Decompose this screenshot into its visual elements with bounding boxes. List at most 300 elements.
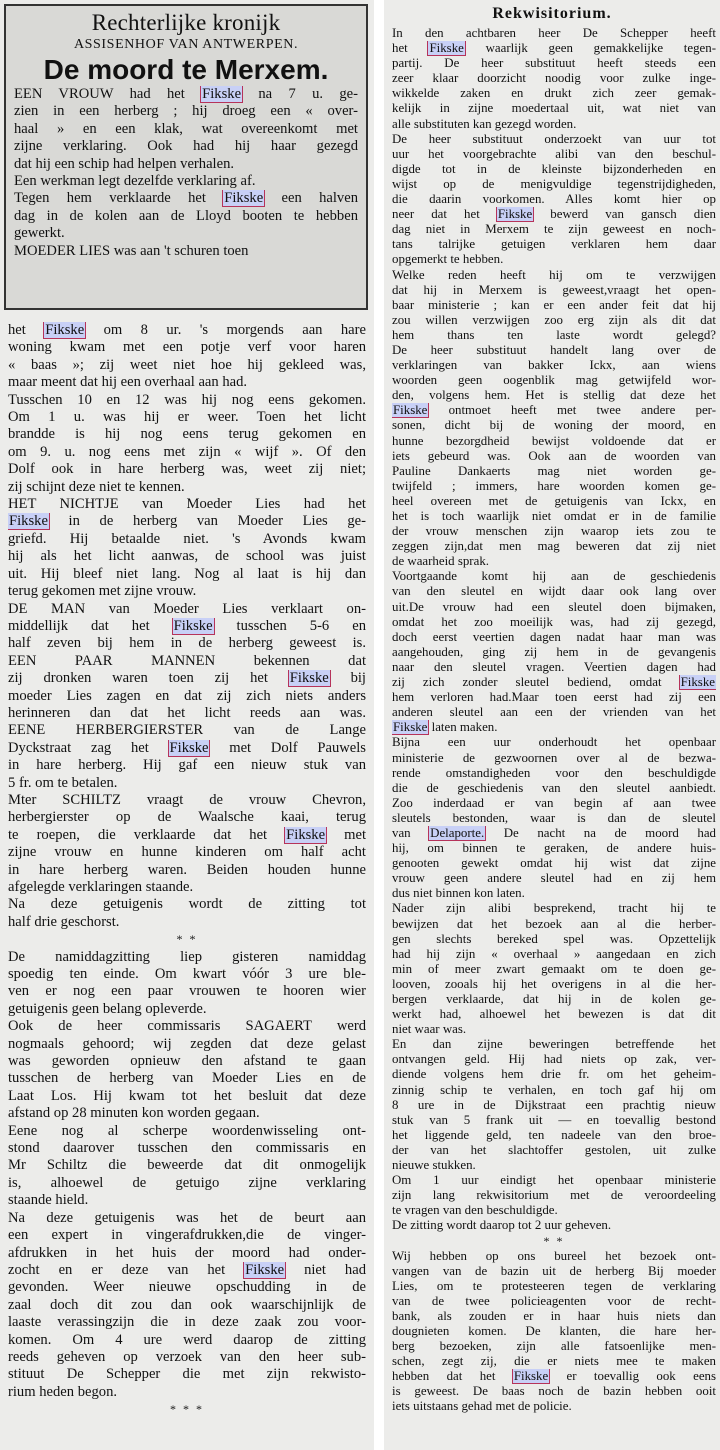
left-article-body — [8, 322, 366, 1417]
text-line — [392, 766, 716, 781]
text-segment: afstand op 28 minuten kon worden gegaan. — [8, 1105, 260, 1122]
text-segment: na 7 u. ge- — [242, 86, 358, 102]
text-segment: reeds geheven op verzoek van den heer sub- — [8, 1348, 366, 1365]
text-line — [8, 1018, 366, 1035]
text-line — [392, 41, 716, 56]
text-segment: om 9. u. nog eens met zijn « wijf ». Of den — [8, 443, 366, 460]
text-line — [392, 192, 716, 207]
text-segment: wikkelde zaken en drukt zich zeer gemak- — [392, 86, 716, 101]
text-line — [8, 757, 366, 774]
headline-box — [4, 4, 368, 310]
text-segment: in hare herberg waren. Beiden houden hunne — [8, 861, 366, 878]
text-segment: zij zich zonder sleutel bediend, omdat — [392, 675, 680, 690]
text-segment: van — [392, 825, 430, 840]
text-line — [392, 554, 716, 569]
section-title: Rechterlijke kronijk — [91, 10, 281, 35]
text-segment: der van het slachtoffer gestolen, uit zulke — [392, 1142, 716, 1157]
text-line — [8, 1297, 366, 1314]
text-line — [8, 322, 366, 339]
text-segment: afdrukken in het huis der moord had onder- — [8, 1244, 366, 1261]
text-segment: waarlijk geen gemakkelijke tegen- — [464, 41, 716, 56]
text-segment: Tusschen 10 en 12 was hij nog eens gekomen. — [8, 391, 366, 408]
text-segment: afgelegde verklaringen staande. — [8, 879, 194, 895]
rekwisitorium-heading: Rekwisitorium. — [492, 5, 612, 22]
text-line — [392, 418, 716, 433]
section-stars: * * — [543, 1233, 565, 1248]
text-line — [8, 1175, 366, 1192]
highlighted-name: Fikske — [393, 720, 428, 735]
text-line — [392, 600, 716, 615]
text-line — [392, 1384, 716, 1399]
text-segment: iets uitstaans gehad met de policie. — [392, 1399, 572, 1414]
text-segment: met — [326, 826, 366, 843]
text-line — [8, 722, 366, 739]
article-headline: De moord te Merxem. — [43, 54, 329, 85]
text-line — [392, 1052, 716, 1067]
highlighted-name: Fikske — [680, 675, 715, 690]
text-line — [8, 1157, 366, 1174]
headline-box-body — [14, 86, 358, 260]
column-separator — [374, 0, 384, 1450]
text-segment: Ook de heer commissaris SAGAERT werd — [8, 1018, 366, 1035]
text-line — [392, 1294, 716, 1309]
text-segment: er toevallig ook eens — [549, 1369, 716, 1384]
text-line — [392, 1083, 716, 1098]
text-line — [8, 444, 366, 461]
text-line — [392, 1309, 716, 1324]
text-line — [14, 138, 358, 155]
highlighted-name: Fikske — [202, 86, 242, 102]
text-segment: tusschen 5-6 en — [213, 617, 366, 634]
text-line — [392, 434, 716, 449]
text-line — [8, 775, 366, 792]
text-segment: bij — [329, 670, 366, 687]
text-segment: sonen, dicht bij de woning der moord, en — [392, 418, 716, 433]
text-line — [392, 1188, 716, 1203]
text-line — [8, 1036, 366, 1053]
text-segment: bank, als zouden er in haar huis niets dan — [392, 1308, 716, 1323]
text-line — [8, 531, 366, 548]
text-segment: stuk van 5 frank uit — en toevallig bestond — [392, 1112, 716, 1127]
text-segment: EEN PAAR MANNEN bekennen dat — [8, 652, 366, 669]
text-segment: Dyckstraat zag het — [8, 739, 169, 756]
text-segment: in hare herberg. Hij gaf een nieuw stuk van — [8, 757, 366, 774]
text-segment: was geworden opnieuw den afstand te gaan — [8, 1053, 366, 1070]
text-segment: schen, zegt zij, die er niets mee te maken — [392, 1354, 716, 1369]
text-segment: dag in de kolen aan de Lloyd booten te hebben — [14, 207, 358, 224]
text-segment: van den sleutel en wijdt daar ook lang over — [392, 584, 716, 599]
text-segment: gevonden. Weer nieuwe opschudding in de — [8, 1279, 366, 1296]
text-line — [392, 1203, 716, 1218]
text-line — [8, 896, 366, 913]
text-segment: Eene nog al scherpe woordenwisseling ont- — [8, 1122, 366, 1139]
text-line — [392, 856, 716, 871]
text-line — [392, 690, 716, 705]
text-segment: opgemerkt te hebben. — [392, 252, 504, 267]
text-segment: had hij zijn « overhaal » aangedaan en zich — [392, 946, 716, 961]
text-line — [392, 1113, 716, 1128]
text-segment: vrouw geen andere sleutel had en zij hem — [392, 871, 716, 886]
text-line — [14, 156, 358, 173]
text-segment: die de geschiedenis van den sleutel aanbiedt. — [392, 780, 716, 795]
text-line — [392, 26, 716, 41]
text-segment: is, alhoewel de getuigo zijne verklaring — [8, 1174, 366, 1191]
text-segment: iets gebeurd was. Ook aan de woorden van — [392, 448, 716, 463]
text-segment: zijne vrouw en hunne kinderen om half acht — [8, 844, 366, 861]
highlighted-name: Fikske — [497, 207, 533, 222]
highlighted-name: Fikske — [45, 322, 85, 338]
text-segment: Wij hebben op ons bureel het bezoek ont- — [392, 1248, 716, 1263]
text-segment: bergen verklaarde, dat hij in de kolen ge- — [392, 992, 716, 1006]
text-segment: Welke reden heeft hij om te verzwijgen — [392, 267, 716, 282]
highlighted-name: Fikske — [429, 41, 464, 56]
right-article-body — [392, 26, 716, 1415]
text-line — [392, 645, 716, 660]
text-segment: werkt had, alhoewel het bewezen is dat dit — [392, 1007, 716, 1022]
text-line — [14, 121, 358, 138]
text-line — [8, 461, 366, 478]
text-line — [392, 147, 716, 162]
text-line — [14, 103, 358, 120]
text-line — [392, 132, 716, 147]
text-segment: En dan zijne beweringen betreffende het — [392, 1037, 716, 1052]
text-segment: verklaringen van bakker Ickx, aan wiens — [392, 358, 716, 373]
text-segment: Mr Schiltz die beweerde dat dit onmogelijk — [8, 1157, 366, 1174]
text-line — [392, 932, 716, 947]
text-segment: doch eerst veertien dagen nadat haar man was — [392, 629, 716, 644]
text-segment: woning kwam met een potje verf voor haren — [8, 339, 366, 356]
text-segment: stituut De Schepper die met zijn rekwisto- — [8, 1366, 366, 1383]
text-line — [8, 862, 366, 879]
text-segment: dat hij in Merxem is geweest,vraagt het open- — [392, 282, 716, 297]
text-segment: 5 fr. om te betalen. — [8, 774, 118, 791]
text-line — [8, 479, 366, 496]
text-line — [392, 841, 716, 856]
text-segment: vangen van de bazin uit de herberg Bij moeder — [392, 1263, 716, 1278]
text-segment: middellijk dat het — [8, 617, 173, 634]
text-segment: maar meent dat hij een overhaal aan had. — [8, 374, 248, 391]
text-segment: te vragen van den beschuldigde. — [392, 1203, 558, 1218]
text-segment: het is toch waarlijk niet omdat er in de familie — [392, 509, 716, 523]
text-line — [392, 328, 716, 343]
text-segment: naar den sleutel vragen. Veertien dagen had — [392, 659, 716, 674]
text-line — [8, 548, 366, 565]
text-line — [392, 509, 716, 524]
text-segment: berg bezoeken, zijn alle fatsoenlijke men- — [392, 1339, 716, 1354]
text-line — [392, 796, 716, 811]
text-line — [392, 268, 716, 283]
text-line — [392, 901, 716, 916]
text-segment: min of meer zwart gemaakt om te doen ge- — [392, 961, 716, 976]
text-segment: gen slechts bereked spel was. Opzettelijk — [392, 931, 716, 946]
text-segment: nieuwe stukken. — [392, 1158, 476, 1173]
text-segment: den, volgens hem. Het is stellig dat deze het — [392, 388, 716, 403]
text-line — [392, 479, 716, 494]
text-line — [392, 71, 716, 86]
text-line — [392, 886, 716, 901]
text-line — [8, 705, 366, 722]
text-line — [392, 449, 716, 464]
text-segment: genooten gewekt omdat hij wist dat zijne — [392, 856, 716, 871]
text-line — [8, 1070, 366, 1087]
text-segment: is geweest. De baas noch de bazin hebben ooit — [392, 1384, 716, 1399]
text-line — [8, 1088, 366, 1105]
text-segment: zeer klaar doorzicht noodig voor zulke inge- — [392, 71, 716, 86]
left-footer-stars: * * * — [170, 1402, 204, 1417]
highlighted-name: Fikske — [9, 513, 48, 530]
text-segment: brandde is hij nog eens terug gekomen en — [8, 426, 366, 443]
text-segment: rende omstandigheden voor den beschuldigde — [392, 765, 716, 780]
text-line — [392, 101, 716, 116]
text-segment: laten maken. — [428, 720, 498, 735]
text-line — [392, 660, 716, 675]
text-segment: sleutels bestonden, waar is dan de sleutel — [392, 810, 716, 825]
text-segment: zinnig schip te verhalen, en toch gaf hij om — [392, 1082, 716, 1097]
text-line — [8, 496, 366, 513]
text-segment: ontmoet heeft met twee andere per- — [428, 403, 716, 418]
text-segment: EENE HERBERGIERSTER van de Lange — [8, 722, 366, 739]
text-segment: het — [8, 322, 45, 338]
text-line — [14, 173, 358, 190]
text-segment: in de herberg van Moeder Lies ge- — [48, 513, 366, 530]
highlighted-name: Fikske — [289, 670, 329, 687]
text-line — [8, 392, 366, 409]
text-segment: looven, zooals hij het overigens in al die her- — [392, 976, 716, 991]
text-segment: Lies, om te protesteeren tegen de verklaring — [392, 1278, 716, 1293]
text-segment: uit.De vrouw had een sleutel doen bijmaken, — [392, 599, 716, 614]
text-line — [392, 992, 716, 1007]
text-line — [14, 190, 358, 207]
text-line — [392, 1143, 716, 1158]
text-line — [392, 826, 716, 841]
text-segment: Bijna een uur onderhoudt het openbaar — [392, 735, 716, 750]
section-stars: * * — [176, 932, 198, 947]
text-line — [392, 1067, 716, 1082]
text-segment: zien in een herberg ; hij droeg een « over- — [14, 103, 358, 120]
text-line — [8, 1105, 366, 1122]
text-line — [392, 237, 716, 252]
text-segment: dus niet binnen kon laten. — [392, 886, 525, 901]
highlighted-name: Fikske — [173, 617, 213, 634]
text-segment: Om 1 uur eindigt het openbaar ministerie — [392, 1173, 716, 1188]
text-segment: De heer substituut onderzoekt van uur tot — [392, 131, 716, 146]
text-line — [8, 983, 366, 1000]
text-segment: ministerie de gezwoornen over al de bezwa- — [392, 750, 716, 765]
text-line — [392, 252, 716, 267]
text-line — [392, 675, 716, 690]
text-segment: herbergierster op de Waalsche kaai, terug — [8, 809, 366, 826]
text-segment: alle substituten kan gezegd worden. — [392, 116, 577, 131]
text-segment: terug gekomen met zijne vrouw. — [8, 583, 197, 600]
text-segment: DE MAN van Moeder Lies verklaart on- — [8, 600, 366, 617]
text-segment: ontvangen geld. Hij had niets op zak, ver- — [392, 1052, 716, 1067]
text-segment: twijfeld ; immers, hare woorden komen ge- — [392, 478, 716, 493]
text-line — [8, 618, 366, 635]
text-segment: aangehouden, ging zij hem in de gevangenis — [392, 644, 716, 659]
text-line — [392, 947, 716, 962]
text-segment: Mter SCHILTZ vraagt de vrouw Chevron, — [8, 791, 366, 808]
text-segment: MOEDER LIES was aan 't schuren toen — [14, 242, 249, 259]
text-line — [392, 343, 716, 358]
text-line — [8, 1332, 366, 1349]
text-line — [392, 1279, 716, 1294]
text-segment: nogmaals gehoord; wij zegden dat deze gelast — [8, 1035, 366, 1052]
highlighted-name: Fikske — [245, 1261, 285, 1278]
text-line — [8, 566, 366, 583]
text-segment: Dolf ook in hare herberg was, weet zij niet; — [8, 461, 366, 478]
text-line — [392, 751, 716, 766]
text-segment: om 8 ur. 's morgends aan hare — [85, 322, 366, 338]
text-segment: De heer substituut handelt lang over de — [392, 342, 716, 357]
text-line — [8, 1279, 366, 1296]
text-segment: half zeven bij hem in de herberg geweest is. — [8, 635, 366, 652]
text-segment: ven er nog een paar vrouwen te hooren wier — [8, 983, 366, 1000]
text-line — [8, 1366, 366, 1383]
text-segment: gewerkt. — [14, 225, 65, 242]
text-line — [392, 705, 716, 720]
text-segment: HET NICHTJE van Moeder Lies had het — [8, 496, 366, 513]
text-segment: een expert in vingerafdrukken,die de vinger- — [8, 1227, 366, 1244]
text-line — [14, 243, 358, 260]
text-segment: hij als het licht aanwas, de school was juist — [8, 548, 366, 565]
text-line — [392, 1158, 716, 1173]
text-line — [392, 373, 716, 388]
text-segment: getuigenis geen belang opleverde. — [8, 1000, 207, 1017]
text-line — [8, 1227, 366, 1244]
text-segment: een halven — [264, 190, 358, 207]
text-line — [8, 653, 366, 670]
text-segment: Na deze getuigenis was het de beurt aan — [8, 1209, 366, 1226]
text-line — [392, 977, 716, 992]
text-line — [8, 792, 366, 809]
text-line — [392, 569, 716, 584]
text-line — [8, 740, 366, 757]
text-line — [8, 374, 366, 391]
text-segment: zijne verklaring. Ook had hij haar gezegd — [14, 138, 358, 155]
text-line — [8, 426, 366, 443]
text-line — [392, 388, 716, 403]
text-line — [392, 1128, 716, 1143]
text-line — [8, 513, 366, 530]
text-line — [392, 313, 716, 328]
text-segment: komen. Om 4 ure werd daarop de zitting — [8, 1331, 366, 1348]
text-line — [8, 357, 366, 374]
text-line — [392, 86, 716, 101]
highlighted-name: Fikske — [286, 826, 326, 843]
text-segment: Tegen hem verklaarde het — [14, 190, 224, 207]
text-segment: dougnieten komen. De klanten, die hare her- — [392, 1323, 716, 1338]
text-segment: Voortgaande komt hij aan de geschiedenis — [392, 569, 716, 584]
highlighted-name: Fikske — [169, 739, 209, 756]
text-segment: dat hij een schip had helpen verhalen. — [14, 155, 235, 172]
text-line — [8, 409, 366, 426]
text-segment: tusschen de herberg van Moeder Lies en de — [8, 1070, 366, 1087]
text-segment: De zitting wordt daarop tot 2 uur geheven. — [392, 1218, 612, 1233]
text-line — [8, 1262, 366, 1279]
highlighted-name: Fikske — [513, 1369, 549, 1384]
text-segment: baar ministerie ; kan er een ander feit dat hij — [392, 297, 716, 312]
text-segment: der vrouw menschen zijn waarop iets zou te — [392, 524, 716, 539]
highlighted-name: Fikske — [393, 403, 428, 418]
text-line — [8, 949, 366, 966]
text-segment: zijn lang rekwisitorium met de veroordeeling — [392, 1188, 716, 1203]
text-segment: woorden geen oogenblik mag getwijfeld wor- — [392, 373, 716, 388]
text-segment: hebben dat het — [392, 1369, 513, 1384]
text-line — [8, 688, 366, 705]
text-line — [8, 635, 366, 652]
text-line — [8, 1001, 366, 1018]
text-line — [8, 601, 366, 618]
text-segment: hem thans ten laste wordt gelegd? — [392, 327, 716, 342]
text-line — [8, 339, 366, 356]
text-line — [392, 177, 716, 192]
text-line — [8, 1210, 366, 1227]
text-segment: bewerd van gansch dien — [533, 207, 716, 222]
text-segment: dag niet in Merxem te zijn geweest en noch- — [392, 222, 716, 237]
text-segment: omdat het zoo moeilijk was, had zij gezegd, — [392, 614, 716, 629]
text-line — [8, 1314, 366, 1331]
text-line — [8, 966, 366, 983]
text-line — [392, 207, 716, 222]
text-line — [8, 583, 366, 600]
highlighted-name: Fikske — [224, 190, 264, 207]
text-segment: laaste verassingzijn die in deze zaak zou voor- — [8, 1314, 366, 1331]
text-segment: hij, om binnen te geraken, de andere huis- — [392, 841, 716, 856]
text-line — [392, 162, 716, 177]
text-line — [392, 720, 716, 735]
text-segment: Na deze getuigenis wordt de zitting tot — [8, 896, 366, 913]
text-line — [392, 735, 716, 750]
text-segment: zeggen zijn,dat men mag beweren dat zij niet — [392, 539, 716, 554]
text-line — [392, 615, 716, 630]
text-segment: Laat Los. Hij kwam tot het besluit dat deze — [8, 1087, 366, 1104]
text-segment: moeder Lies zagen en dat zij zich niets anders — [8, 687, 366, 704]
text-line — [8, 1123, 366, 1140]
text-line — [8, 879, 366, 896]
court-name: ASSISENHOF VAN ANTWERPEN. — [73, 37, 299, 52]
text-segment: uur het voorgebrachte alibi van den beschul- — [392, 146, 716, 161]
text-segment: het liggende geld, ten nadeele van den broe- — [392, 1127, 716, 1142]
text-line — [392, 222, 716, 237]
text-line — [392, 298, 716, 313]
text-line — [8, 809, 366, 826]
text-segment: niet had — [285, 1261, 366, 1278]
text-line — [392, 539, 716, 554]
text-segment: EEN VROUW had het — [14, 86, 202, 102]
text-segment: zij schijnt deze niet te kennen. — [8, 478, 185, 495]
text-line — [8, 1140, 366, 1157]
text-line — [8, 1053, 366, 1070]
text-line — [14, 208, 358, 225]
text-segment: digde tot in de kleinste bijzonderheden en — [392, 161, 716, 176]
text-line — [8, 1245, 366, 1262]
text-segment: die daarin voorkomen. Alles komt hier op — [392, 192, 716, 207]
text-line — [8, 1349, 366, 1366]
text-segment: 8 ure in de Dijkstraat een prachtig nieuw — [392, 1097, 716, 1112]
text-line — [392, 630, 716, 645]
text-segment: de waarheid sprak. — [392, 554, 489, 569]
text-segment: Nader zijn alibi besprekend, tracht hij te — [392, 901, 716, 916]
text-line — [392, 1173, 716, 1188]
text-line — [392, 1339, 716, 1354]
text-segment: zij dronken waren toen zij het — [8, 670, 289, 687]
text-line — [392, 1369, 716, 1384]
text-line — [392, 917, 716, 932]
text-segment: staande hield. — [8, 1192, 89, 1209]
text-segment: In den achtbaren heer De Schepper heeft — [392, 26, 716, 40]
text-segment: uit. Hij bleef niet lang. Nog al laat is hij dan — [8, 565, 366, 582]
text-segment: te roepen, die verklaarde dat het — [8, 826, 286, 843]
